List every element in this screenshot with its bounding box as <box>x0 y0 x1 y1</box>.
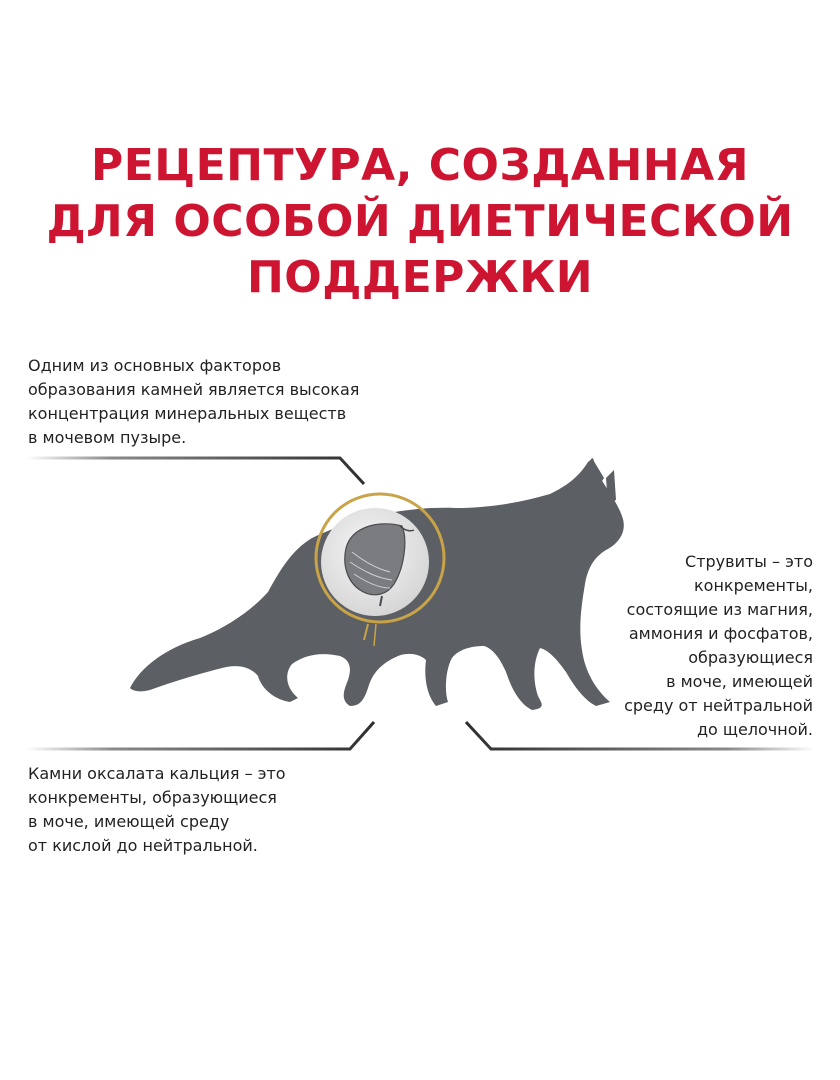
note-line: от кислой до нейтральной. <box>28 836 258 855</box>
note-line: конкременты, <box>694 576 813 595</box>
note-struvite <box>624 550 813 742</box>
note-line: в мочевом пузыре. <box>28 428 187 447</box>
note-line: Одним из основных факторов <box>28 356 282 375</box>
note-line: среду от нейтральной <box>624 696 813 715</box>
note-calcium-oxalate <box>28 762 286 858</box>
note-line: аммония и фосфатов, <box>628 624 813 643</box>
note-line: образующиеся <box>688 648 813 667</box>
note-line: в моче, имеющей среду <box>28 812 230 831</box>
note-line: Камни оксалата кальция – это <box>28 764 286 783</box>
note-stone-factors <box>28 354 359 450</box>
note-line: в моче, имеющей <box>666 672 813 691</box>
note-line: Струвиты – это <box>685 552 813 571</box>
note-line: состоящие из магния, <box>626 600 813 619</box>
callout-line-bottom-left <box>26 722 374 749</box>
title-line-2: ДЛЯ ОСОБОЙ ДИЕТИЧЕСКОЙ <box>46 196 794 247</box>
note-line: образования камней является высокая <box>28 380 360 399</box>
note-line: концентрация минеральных веществ <box>28 404 347 423</box>
note-line: до щелочной. <box>696 720 813 739</box>
note-line: конкременты, образующиеся <box>28 788 277 807</box>
callout-line-top <box>26 458 364 484</box>
title-line-3: ПОДДЕРЖКИ <box>246 252 594 303</box>
title-line-1: РЕЦЕПТУРА, СОЗДАННАЯ <box>90 140 750 191</box>
